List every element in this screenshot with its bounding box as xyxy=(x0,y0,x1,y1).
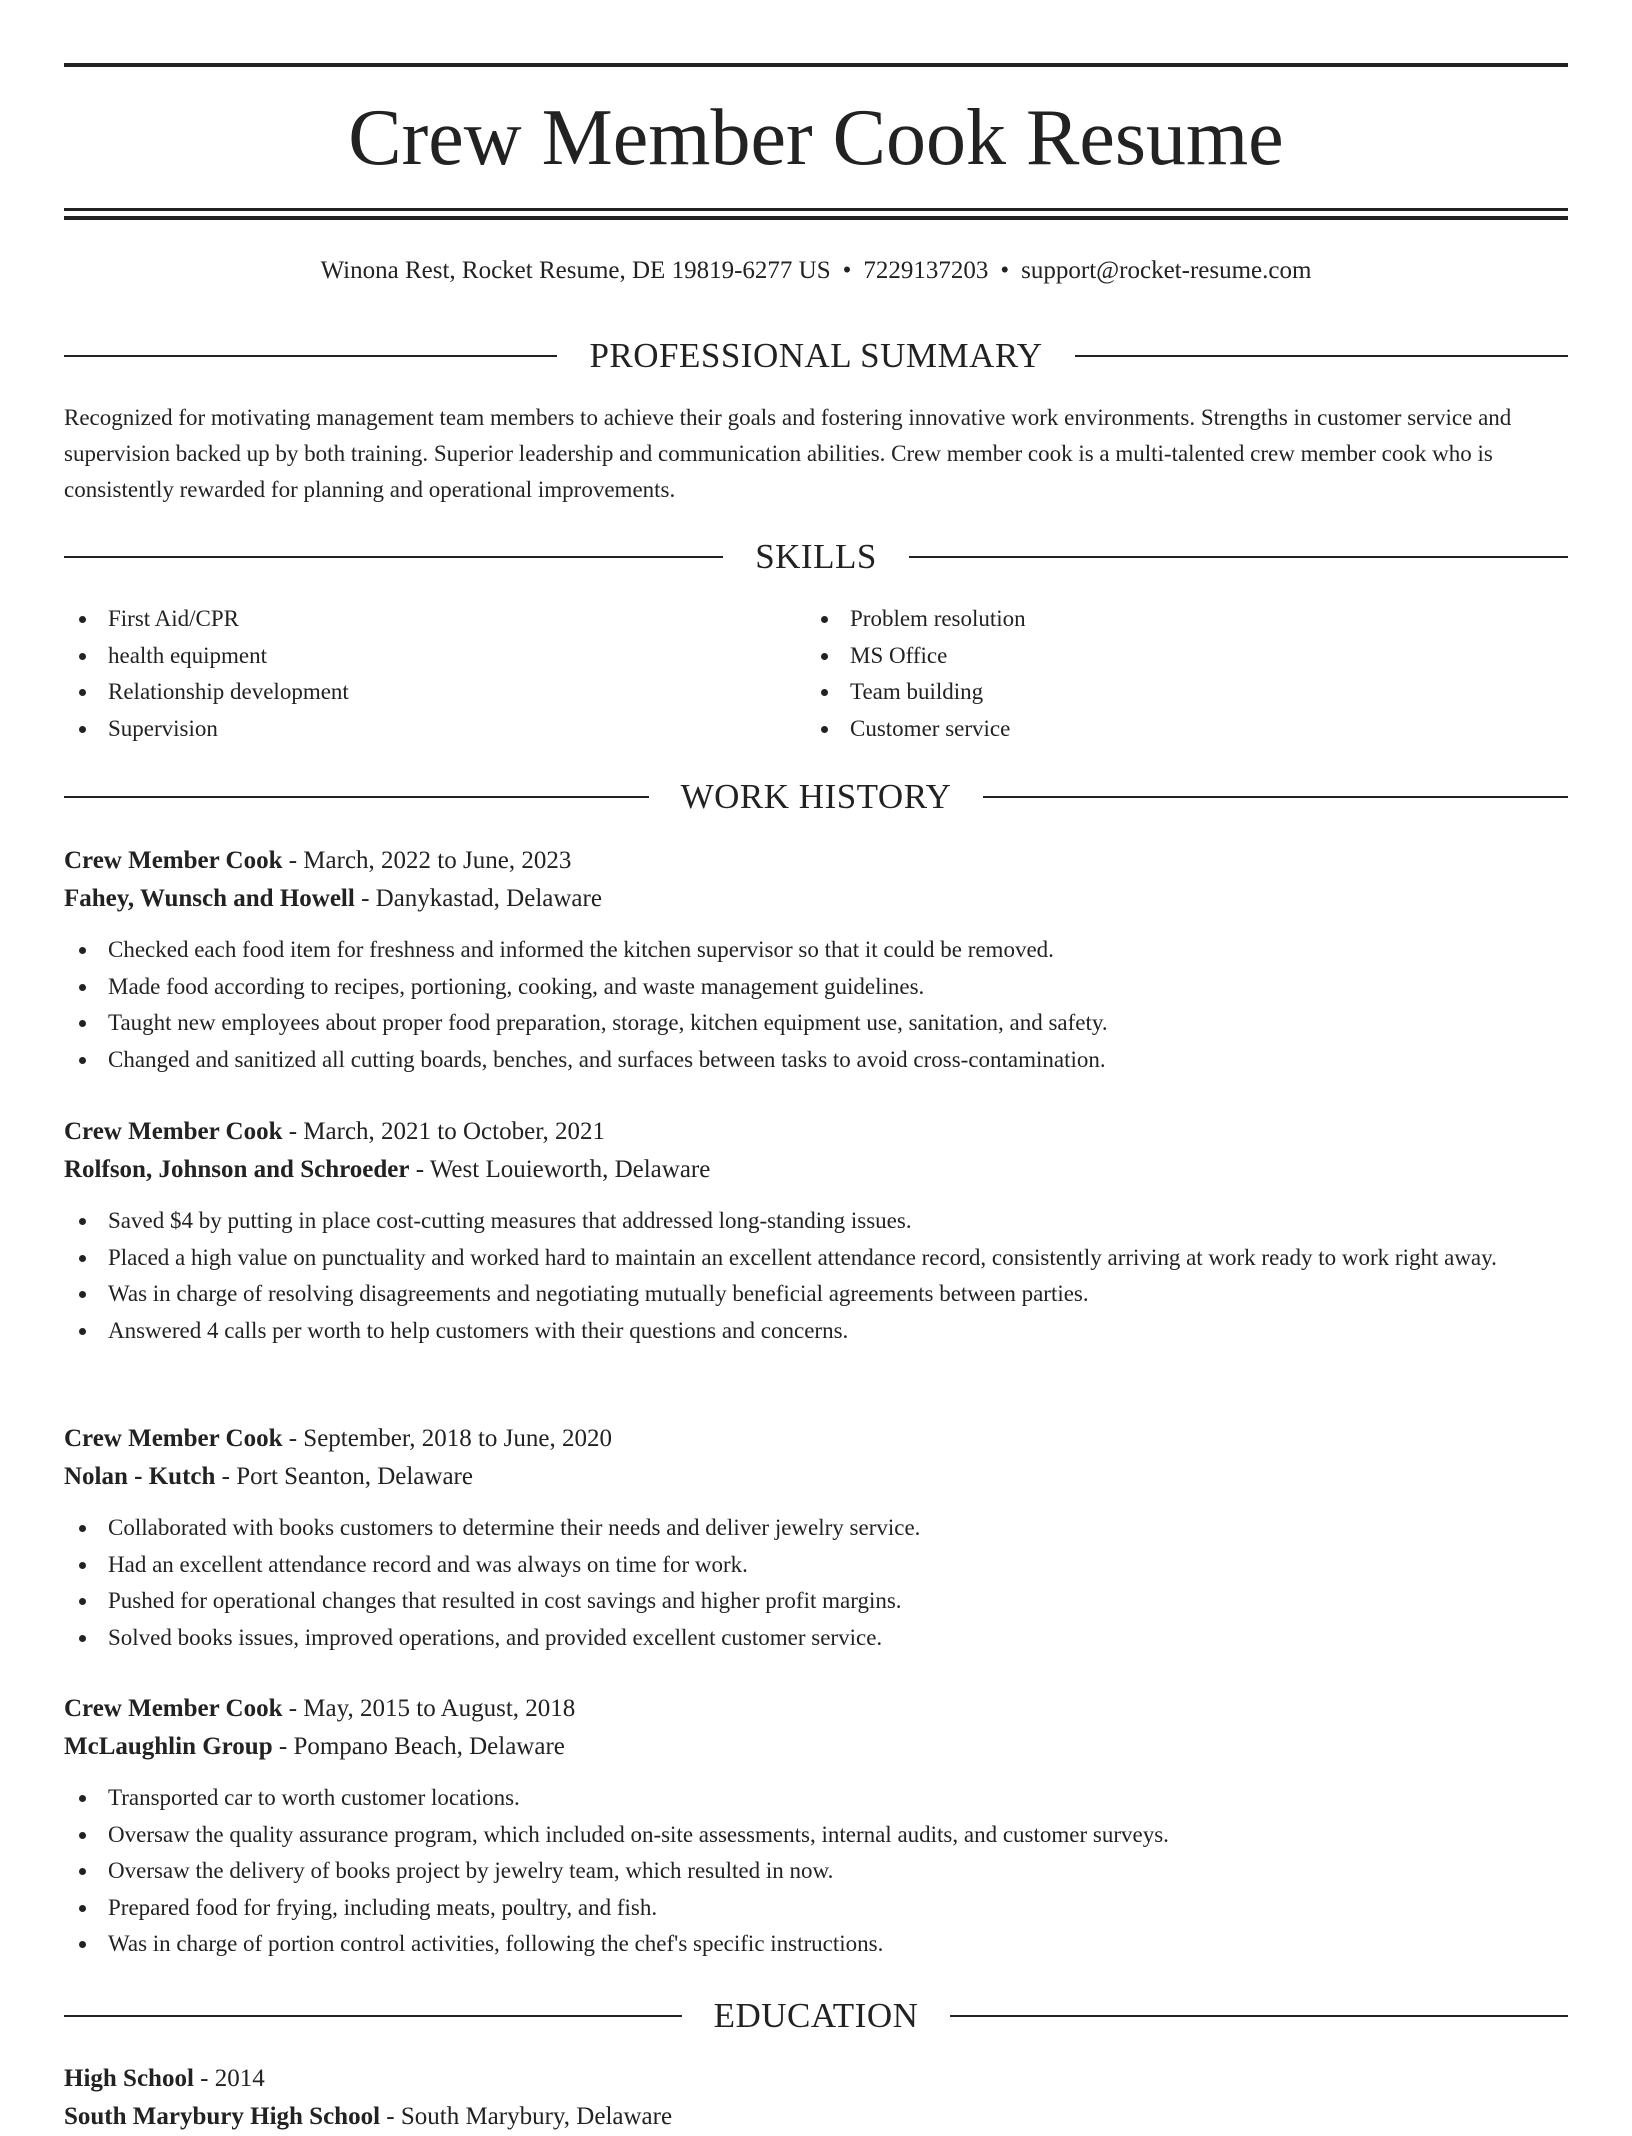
job-title: Crew Member Cook xyxy=(64,1695,283,1722)
job-location: - Port Seanton, Delaware xyxy=(215,1463,473,1490)
job-bullet: Made food according to recipes, portioning, cooking, and waste management guidelines. xyxy=(64,969,1568,1006)
job-title: Crew Member Cook xyxy=(64,847,283,874)
job-entry xyxy=(64,1690,1568,1963)
job-entry xyxy=(64,842,1568,1078)
skill-item: Relationship development xyxy=(64,674,764,711)
job-bullet: Checked each food item for freshness and informed the kitchen supervisor so that it could be removed. xyxy=(64,932,1568,969)
job-bullet: Oversaw the quality assurance program, which included on-site assessments, internal audits, and customer surveys. xyxy=(64,1817,1568,1854)
job-bullet: Oversaw the delivery of books project by jewelry team, which resulted in now. xyxy=(64,1853,1568,1890)
skill-item: First Aid/CPR xyxy=(64,601,764,638)
skills-left-column xyxy=(64,601,764,747)
heading-rule xyxy=(64,355,557,357)
job-bullet: Collaborated with books customers to determine their needs and deliver jewelry service. xyxy=(64,1510,1568,1547)
skill-item: MS Office xyxy=(806,638,1506,675)
job-title: Crew Member Cook xyxy=(64,1118,283,1145)
education-school: South Marybury High School xyxy=(64,2103,381,2130)
heading-rule xyxy=(909,556,1568,558)
education-entry xyxy=(64,2060,1568,2136)
heading-rule xyxy=(983,796,1568,798)
section-title: WORK HISTORY xyxy=(680,777,952,816)
contact-line xyxy=(64,254,1568,288)
title-rule-upper xyxy=(64,208,1568,211)
job-location: - Pompano Beach, Delaware xyxy=(272,1733,565,1760)
job-company: Fahey, Wunsch and Howell xyxy=(64,885,355,912)
job-bullet: Saved $4 by putting in place cost-cutting measures that addressed long-standing issues. xyxy=(64,1203,1568,1240)
job-bullet: Solved books issues, improved operations, and provided excellent customer service. xyxy=(64,1620,1568,1657)
top-rule xyxy=(64,63,1568,67)
job-entry xyxy=(64,1420,1568,1656)
section-title: SKILLS xyxy=(755,537,877,576)
contact-separator: • xyxy=(1000,257,1010,284)
heading-rule xyxy=(1075,355,1568,357)
job-company: Rolfson, Johnson and Schroeder xyxy=(64,1156,410,1183)
skill-item: Supervision xyxy=(64,711,764,748)
heading-rule xyxy=(64,556,723,558)
job-bullet: Changed and sanitized all cutting boards, benches, and surfaces between tasks to avoid cross-contamination. xyxy=(64,1042,1568,1079)
skill-item: Team building xyxy=(806,674,1506,711)
summary-text: Recognized for motivating management team members to achieve their goals and fostering innovative work environments. Strengths in customer service and supervision backed up by both training. Superior leadership and communication abilities. Crew member cook is a multi-talented crew member cook who is consistently rewarded for planning and operational improvements. xyxy=(64,405,1512,502)
resume-title: Crew Member Cook Resume xyxy=(348,94,1284,182)
skill-item: Problem resolution xyxy=(806,601,1506,638)
job-bullet: Prepared food for frying, including meats, poultry, and fish. xyxy=(64,1890,1568,1927)
heading-rule xyxy=(64,796,649,798)
job-dates: - May, 2015 to August, 2018 xyxy=(282,1695,576,1722)
job-location: - Danykastad, Delaware xyxy=(354,885,602,912)
education-location: - South Marybury, Delaware xyxy=(380,2103,673,2130)
job-dates: - March, 2022 to June, 2023 xyxy=(282,847,572,874)
job-entry xyxy=(64,1113,1568,1349)
job-bullet: Was in charge of portion control activities, following the chef's specific instructions. xyxy=(64,1926,1568,1963)
job-company: McLaughlin Group xyxy=(64,1733,273,1760)
job-dates: - September, 2018 to June, 2020 xyxy=(282,1425,612,1452)
title-rule-lower xyxy=(64,216,1568,220)
job-bullet: Was in charge of resolving disagreements and negotiating mutually beneficial agreements between parties. xyxy=(64,1276,1568,1313)
job-bullet: Placed a high value on punctuality and worked hard to maintain an excellent attendance record, consistently arriving at work ready to work right away. xyxy=(64,1240,1568,1277)
skill-item: Customer service xyxy=(806,711,1506,748)
contact-separator: • xyxy=(842,257,852,284)
job-bullet: Answered 4 calls per worth to help customers with their questions and concerns. xyxy=(64,1313,1568,1350)
skills-right-column xyxy=(806,601,1506,747)
job-bullet: Transported car to worth customer locations. xyxy=(64,1780,1568,1817)
skills-heading xyxy=(64,535,1568,579)
job-bullet: Had an excellent attendance record and was always on time for work. xyxy=(64,1547,1568,1584)
contact-address: Winona Rest, Rocket Resume, DE 19819-6277 US xyxy=(320,257,831,284)
job-title: Crew Member Cook xyxy=(64,1425,283,1452)
contact-email: support@rocket-resume.com xyxy=(1021,257,1312,284)
job-dates: - March, 2021 to October, 2021 xyxy=(282,1118,606,1145)
section-title: EDUCATION xyxy=(713,1996,919,2035)
heading-rule xyxy=(64,2015,682,2017)
education-degree: High School xyxy=(64,2065,194,2092)
job-bullet: Taught new employees about proper food preparation, storage, kitchen equipment use, sanitation, and safety. xyxy=(64,1005,1568,1042)
section-title: PROFESSIONAL SUMMARY xyxy=(589,336,1043,375)
skill-item: health equipment xyxy=(64,638,764,675)
work-heading xyxy=(64,775,1568,819)
contact-phone: 7229137203 xyxy=(863,257,989,284)
job-bullet: Pushed for operational changes that resulted in cost savings and higher profit margins. xyxy=(64,1583,1568,1620)
job-location: - West Louieworth, Delaware xyxy=(409,1156,711,1183)
education-heading xyxy=(64,1994,1568,2038)
education-year: - 2014 xyxy=(193,2065,265,2092)
summary-heading xyxy=(64,334,1568,378)
heading-rule xyxy=(950,2015,1568,2017)
job-company: Nolan - Kutch xyxy=(64,1463,216,1490)
